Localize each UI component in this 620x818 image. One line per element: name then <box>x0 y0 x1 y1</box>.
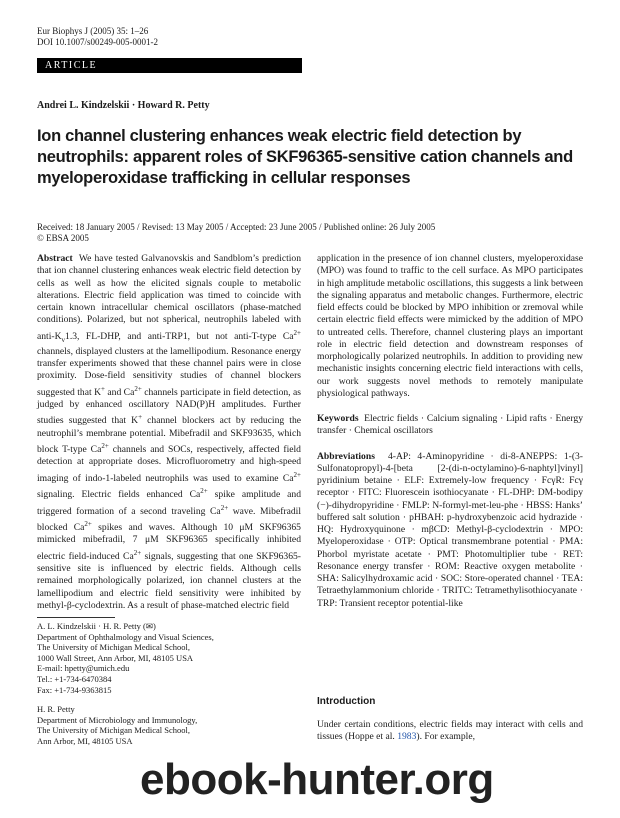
abstract-text: We have tested Galvanovskis and Sandblom’s prediction that ion channel clustering enhances weak electric field detection by cells as well as how the elicited signals couple to metabolic alterations. Electric field application was timed to coincide with certain known intracellular chemical oscillators (phase-matched conditions). Polarized, but not spherical, neutrophils labeled with anti-K <box>37 253 301 342</box>
superscript: 2+ <box>101 441 109 450</box>
footnote-divider <box>37 617 115 618</box>
introduction-heading: Introduction <box>317 696 376 707</box>
author-list: Andrei L. Kindzelskii · Howard R. Petty <box>37 100 210 111</box>
abstract-paragraph <box>37 253 301 612</box>
doi: DOI 10.1007/s00249-005-0001-2 <box>37 37 158 47</box>
fax-line: Fax: +1-734-9363815 <box>37 684 112 695</box>
superscript: 2+ <box>293 470 301 479</box>
affiliation-line: Ann Arbor, MI, 48105 USA <box>37 735 133 746</box>
keywords-heading: Keywords <box>317 413 359 424</box>
abstract-heading: Abstract <box>37 253 73 264</box>
keywords-text: Electric fields · Calcium signaling · Lipid rafts · Energy transfer · Chemical oscillators <box>317 413 583 437</box>
intro-text: Under certain conditions, electric fields may interact with cells and tissues (Hoppe et al. <box>317 719 583 743</box>
journal-citation: Eur Biophys J (2005) 35: 1–26 <box>37 26 149 36</box>
abstract-text: signaling. Electric fields enhanced Ca <box>37 489 201 501</box>
affiliation-line: Department of Ophthalmology and Visual Sciences, <box>37 631 214 642</box>
superscript: 2+ <box>134 384 142 393</box>
abstract-left-column <box>37 253 301 612</box>
abstract-text: channels and SOCs, respectively, affected field detection at appropriate doses. Microfluorometry and high-speed imaging of indo-1-labeled neutrophils was used to examine Ca <box>37 444 301 484</box>
abstract-right-column <box>317 253 583 610</box>
abstract-text: 1.3, FL-DHP, and anti-TRP1, but not anti-T-type Ca <box>65 330 294 342</box>
abstract-text: spikes and waves. Although 10 μM SKF96365 mimicked mibefradil, 7 μM SKF96365 specifically inhibited electric field-induced Ca <box>37 522 301 562</box>
affiliation-line: Department of Microbiology and Immunology, <box>37 714 198 725</box>
publication-dates <box>37 222 435 244</box>
abstract-continuation: application in the presence of ion channel clusters, myeloperoxidase (MPO) was found to traffic to the cell surface. As MPO participates in high amplitude metabolic oscillations, this suggests a link between the signaling apparatus and metabolic changes. Furthermore, electric field effects could be blocked by MPO inhibition or zremoval while certain electric field effects were mimicked by the addition of MPO to untreated cells. Therefore, channel clustering plays an important role in electric field detection and downstream responses of morphologically polarized neutrophils. In addition to providing new mechanistic insights concerning electric field interactions with cells, our work suggests novel methods to remotely manipulate physiological pathways. <box>317 253 583 399</box>
abbreviations-heading: Abbreviations <box>317 450 375 462</box>
abstract-text: spike amplitude and triggered formation of a second traveling Ca <box>37 489 301 517</box>
superscript: 2+ <box>84 519 92 528</box>
superscript: 2+ <box>220 503 229 512</box>
copyright-line: © EBSA 2005 <box>37 233 89 243</box>
abstract-text: channels participate in field detection, as judged by enhanced oscillatory NAD(P)H amplitudes. Further studies suggested that K <box>37 386 301 427</box>
affiliation-line: The University of Michigan Medical School, <box>37 725 190 736</box>
affiliation-line: The University of Michigan Medical School, <box>37 642 190 653</box>
subscript: v <box>61 335 66 344</box>
abstract-text: channel blockers act by reducing the neutrophil’s membrane potential. Mibefradil and SKF93635, which block T-type Ca <box>37 415 301 456</box>
superscript: 2+ <box>133 548 142 557</box>
abstract-text: and Ca <box>104 386 135 398</box>
abbreviations-text: 4-AP: 4-Aminopyridine · di-8-ANEPPS: 1-(3-Sulfonatopropyl)-4-[beta [2-(di-n-octylamino)-6-naphtyl]vinyl] pyridinium betaine · ELF: Extremely-low frequency · FcγR: Fcγ receptor · FITC: Fluorescein isothiocyanate · FL-DHP: DM-bodipy (−)-dihydropyridine · FMLP: N-formyl-met-leu-phe · HBSS: Hanks’ buffered salt solution · pHBAH: p-hydroxybenzoic acid hydrazide · HQ: Hydroxyquinone · mβCD: Methyl-β-cyclodextrin · MPO: Myeloperoxidase · OTP: Optical transmembrane potential · PMA: Phorbol myristate acetate · PMT: Photomultiplier tube · RET: Resonance energy transfer · ROM: Reactive oxygen metabolite · SHA: Salicylhydroxamic acid · SOC: Store-operated channel · TEA: Tetraethylammonium chloride · TRITC: Tetramethylisothiocyanate · TRP: Transient receptor potential-like <box>317 450 584 609</box>
keywords-paragraph <box>317 413 583 438</box>
abstract-text: wave. Mibefradil blocked Ca <box>37 505 301 534</box>
article-type-banner: ARTICLE <box>37 58 302 73</box>
affiliation-line: 1000 Wall Street, Ann Arbor, MI, 48105 USA <box>37 652 194 663</box>
paper-title: Ion channel clustering enhances weak electric field detection by neutrophils: apparent roles of SKF96365-sensitive cation channels and myeloperoxidase trafficking in cellular responses <box>37 127 573 187</box>
affiliation-line: A. L. Kindzelskii · H. R. Petty (✉) <box>37 621 156 631</box>
dates-line: Received: 18 January 2005 / Revised: 13 May 2005 / Accepted: 23 June 2005 / Published online: 26 July 2005 <box>37 222 436 232</box>
affiliation-line: H. R. Petty <box>37 704 75 714</box>
citation-link[interactable]: 1983 <box>397 731 417 743</box>
email-line[interactable]: E-mail: hpetty@umich.edu <box>37 663 130 674</box>
watermark-logo: ebook-hunter.org <box>140 755 494 804</box>
superscript: 2+ <box>293 328 301 337</box>
superscript: + <box>101 384 105 393</box>
superscript: + <box>138 413 143 422</box>
abstract-text: channels, displayed clusters at the lamellipodium. Resonance energy transfer experiments showed that these channel pairs were in close proximity. Dose-field sensitivity studies of channel blockers suggested that K <box>37 345 301 398</box>
phone-line: Tel.: +1-734-6470384 <box>37 673 112 684</box>
abbreviations-paragraph <box>317 451 583 610</box>
intro-text: ). For example, <box>416 731 476 743</box>
affiliation-block-1 <box>37 621 301 695</box>
affiliation-block-2 <box>37 704 301 746</box>
superscript: 2+ <box>200 487 208 496</box>
introduction-paragraph <box>317 719 583 744</box>
introduction-text <box>317 719 583 744</box>
abstract-text: signals, suggesting that one SKF96365-sensitive site is influenced by electric fields. Although cells remained morphologically polarized, ion channel clusters at the lamellipodium and electric field sensitivity were inhibited by methyl-β-cyclodextrin. As a result of phase-matched electric field <box>37 550 301 611</box>
